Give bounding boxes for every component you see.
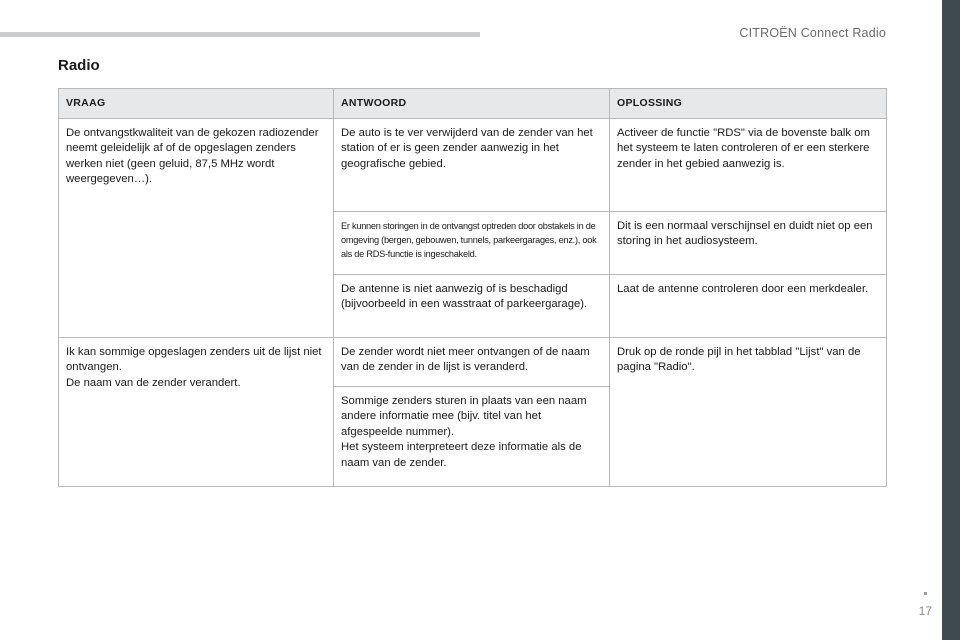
answer-text: Er kunnen storingen in de ontvangst optreden door obstakels in de omgeving (bergen, gebouwen, tunnels, parkeergarages, enz.), ook als de RDS-functie is ingeschakeld. <box>341 220 597 259</box>
solution-text: Activeer de functie "RDS" via de bovenste balk om het systeem te laten controleren of er een sterkere zender in het gebied aanwezig is. <box>617 126 870 170</box>
table-header-row <box>59 89 887 119</box>
page-number: 17 <box>918 604 932 618</box>
column-header-answer: ANTWOORD <box>334 89 610 119</box>
solution-text: Laat de antenne controleren door een merkdealer. <box>617 282 869 295</box>
table-row <box>59 118 887 211</box>
page-marker-dot <box>924 592 927 595</box>
solution-text: Dit is een normaal verschijnsel en duidt niet op een storing in het audiosysteem. <box>617 219 873 247</box>
answer-text: Sommige zenders sturen in plaats van een naam andere informatie mee (bijv. titel van het afgespeelde nummer). Het systeem interpreteert deze informatie als de naam van de zender. <box>341 394 587 469</box>
question-text: De ontvangstkwaliteit van de gekozen radiozender neemt geleidelijk af of de opgeslagen zenders werken niet (geen geluid, 87,5 MHz wordt weergegeven…). <box>66 126 319 185</box>
faq-table <box>58 88 887 487</box>
question-text: Ik kan sommige opgeslagen zenders uit de lijst niet ontvangen. De naam van de zender verandert. <box>66 345 322 389</box>
answer-text: De auto is te ver verwijderd van de zender van het station of er is geen zender aanwezig in het geografische gebied. <box>341 126 593 170</box>
solution-cell <box>610 337 887 486</box>
column-header-question: VRAAG <box>59 89 334 119</box>
question-cell <box>59 118 334 337</box>
solution-cell <box>610 118 887 211</box>
column-header-solution: OPLOSSING <box>610 89 887 119</box>
table-row <box>59 337 887 386</box>
solution-text: Druk op de ronde pijl in het tabblad "Lijst" van de pagina "Radio". <box>617 345 861 373</box>
header-rule <box>0 32 480 37</box>
solution-cell <box>610 274 887 337</box>
answer-text: De antenne is niet aanwezig of is beschadigd (bijvoorbeeld in een wasstraat of parkeergarage). <box>341 282 588 310</box>
answer-cell <box>334 274 610 337</box>
page-title: Radio <box>58 57 100 74</box>
page-edge-strip <box>942 0 960 640</box>
answer-cell <box>334 337 610 386</box>
answer-text: De zender wordt niet meer ontvangen of de naam van de zender in de lijst is veranderd. <box>341 345 590 373</box>
solution-cell <box>610 211 887 274</box>
answer-cell <box>334 118 610 211</box>
answer-cell <box>334 211 610 274</box>
header-brand: CITROËN Connect Radio <box>739 26 886 40</box>
answer-cell <box>334 386 610 486</box>
question-cell <box>59 337 334 486</box>
